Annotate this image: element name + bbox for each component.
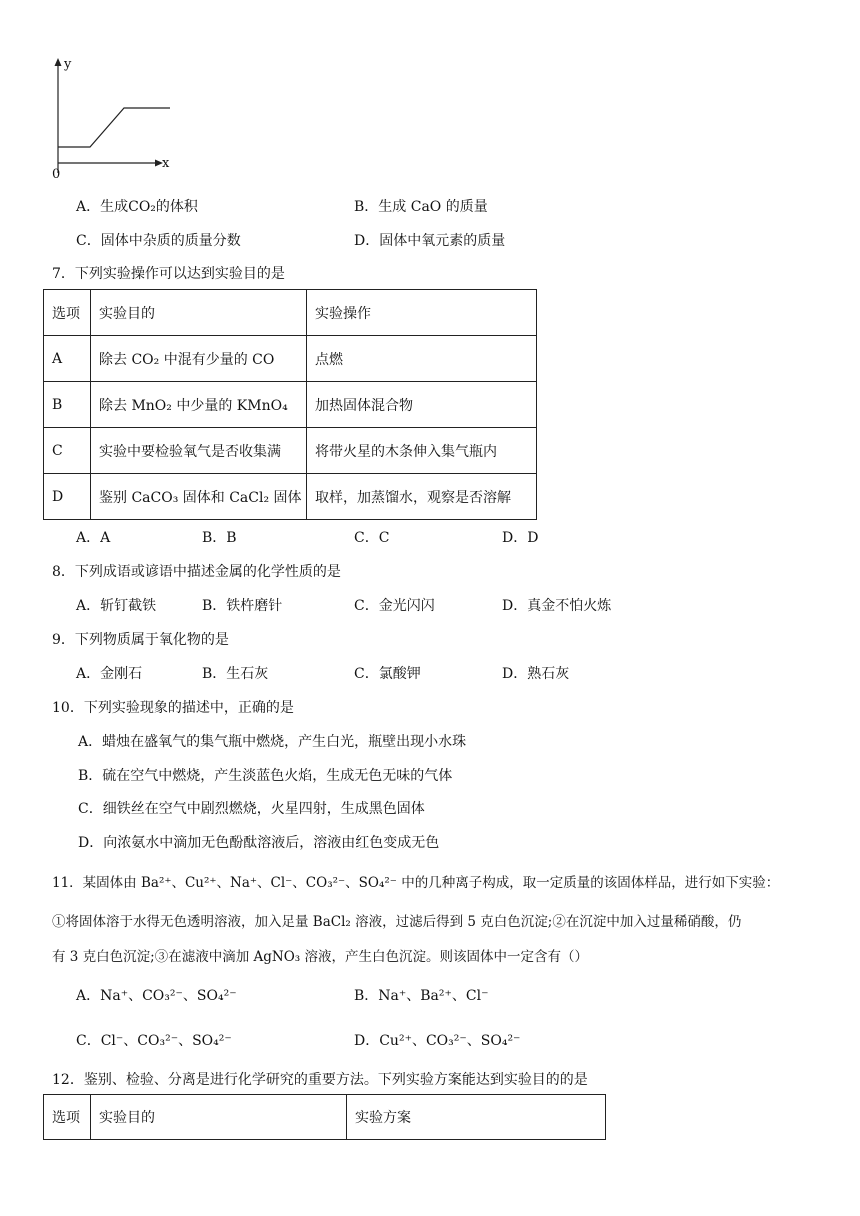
table-row xyxy=(44,336,537,382)
q7-table xyxy=(43,289,537,520)
q6-option-d: D．固体中氧元素的质量 xyxy=(354,233,506,249)
q6-option-a: A．生成CO₂的体积 xyxy=(76,199,198,215)
table-cell: B xyxy=(44,382,91,428)
q12-stem: 12．鉴别、检验、分离是进行化学研究的重要方法。下列实验方案能达到实验目的的是 xyxy=(52,1072,588,1088)
q7-answer-d: D．D xyxy=(502,530,539,546)
table-header-cell: 实验目的 xyxy=(91,1095,347,1140)
q9-answer-c: C．氯酸钾 xyxy=(354,666,421,682)
q9-answer-b: B．生石灰 xyxy=(202,666,269,682)
q9-answer-d: D．熟石灰 xyxy=(502,666,570,682)
table-row xyxy=(44,428,537,474)
table-cell: 将带火星的木条伸入集气瓶内 xyxy=(307,428,537,474)
line-graph xyxy=(48,55,178,185)
q11-answer-b: B．Na⁺、Ba²⁺、Cl⁻ xyxy=(354,988,489,1004)
q10-answer-d: D．向浓氨水中滴加无色酚酞溶液后，溶液由红色变成无色 xyxy=(78,835,440,851)
q11-answer-a: A．Na⁺、CO₃²⁻、SO₄²⁻ xyxy=(76,988,237,1004)
q9-answer-a: A．金刚石 xyxy=(76,666,143,682)
q10-answer-a: A．蜡烛在盛氧气的集气瓶中燃烧，产生白光，瓶壁出现小水珠 xyxy=(78,734,467,750)
table-cell: A xyxy=(44,336,91,382)
q7-answer-c: C．C xyxy=(354,530,390,546)
table-row xyxy=(44,474,537,520)
q11-stem-line2: ①将固体溶于水得无色透明溶液，加入足量 BaCl₂ 溶液，过滤后得到 5 克白色沉淀;②在沉淀中加入过量稀硝酸，仍 xyxy=(52,914,742,930)
table-row xyxy=(44,382,537,428)
table-cell: C xyxy=(44,428,91,474)
q7-answer-a: A．A xyxy=(76,530,111,546)
table-header-cell: 实验方案 xyxy=(347,1095,606,1140)
q7-stem: 7．下列实验操作可以达到实验目的是 xyxy=(52,266,285,282)
table-cell: D xyxy=(44,474,91,520)
x-axis-label: x xyxy=(162,156,170,171)
table-header-row xyxy=(44,1095,606,1140)
q8-answer-b: B．铁杵磨针 xyxy=(202,598,283,614)
q8-answer-c: C．金光闪闪 xyxy=(354,598,435,614)
table-header-cell: 选项 xyxy=(44,1095,91,1140)
q9-stem: 9．下列物质属于氧化物的是 xyxy=(52,632,229,648)
table-cell: 取样，加蒸馏水，观察是否溶解 xyxy=(307,474,537,520)
table-header-cell: 实验操作 xyxy=(307,290,537,336)
q8-answer-d: D．真金不怕火炼 xyxy=(502,598,612,614)
table-header-row xyxy=(44,290,537,336)
table-cell: 除去 CO₂ 中混有少量的 CO xyxy=(91,336,307,382)
table-cell: 实验中要检验氧气是否收集满 xyxy=(91,428,307,474)
q12-table xyxy=(43,1094,606,1140)
q11-answer-c: C．Cl⁻、CO₃²⁻、SO₄²⁻ xyxy=(76,1033,232,1049)
origin-label: 0 xyxy=(52,167,61,182)
q10-answer-b: B．硫在空气中燃烧，产生淡蓝色火焰，生成无色无味的气体 xyxy=(78,768,453,784)
y-axis-label: y xyxy=(64,57,72,72)
q6-option-c: C．固体中杂质的质量分数 xyxy=(76,233,241,249)
q7-answer-b: B．B xyxy=(202,530,237,546)
q8-answer-a: A．斩钉截铁 xyxy=(76,598,157,614)
q10-stem: 10．下列实验现象的描述中，正确的是 xyxy=(52,700,294,716)
q8-stem: 8．下列成语或谚语中描述金属的化学性质的是 xyxy=(52,564,341,580)
table-cell: 除去 MnO₂ 中少量的 KMnO₄ xyxy=(91,382,307,428)
q11-answer-d: D．Cu²⁺、CO₃²⁻、SO₄²⁻ xyxy=(354,1033,521,1049)
table-cell: 点燃 xyxy=(307,336,537,382)
table-header-cell: 选项 xyxy=(44,290,91,336)
table-cell: 鉴别 CaCO₃ 固体和 CaCl₂ 固体 xyxy=(91,474,307,520)
table-header-cell: 实验目的 xyxy=(91,290,307,336)
table-cell: 加热固体混合物 xyxy=(307,382,537,428)
q10-answer-c: C．细铁丝在空气中剧烈燃烧，火星四射，生成黑色固体 xyxy=(78,801,425,817)
q11-stem-line3: 有 3 克白色沉淀;③在滤液中滴加 AgNO₃ 溶液，产生白色沉淀。则该固体中一定含有（） xyxy=(52,949,588,965)
q6-option-b: B．生成 CaO 的质量 xyxy=(354,199,488,215)
q11-stem: 11．某固体由 Ba²⁺、Cu²⁺、Na⁺、Cl⁻、CO₃²⁻、SO₄²⁻ 中的几种离子构成，取一定质量的该固体样品，进行如下实验： xyxy=(52,875,780,891)
